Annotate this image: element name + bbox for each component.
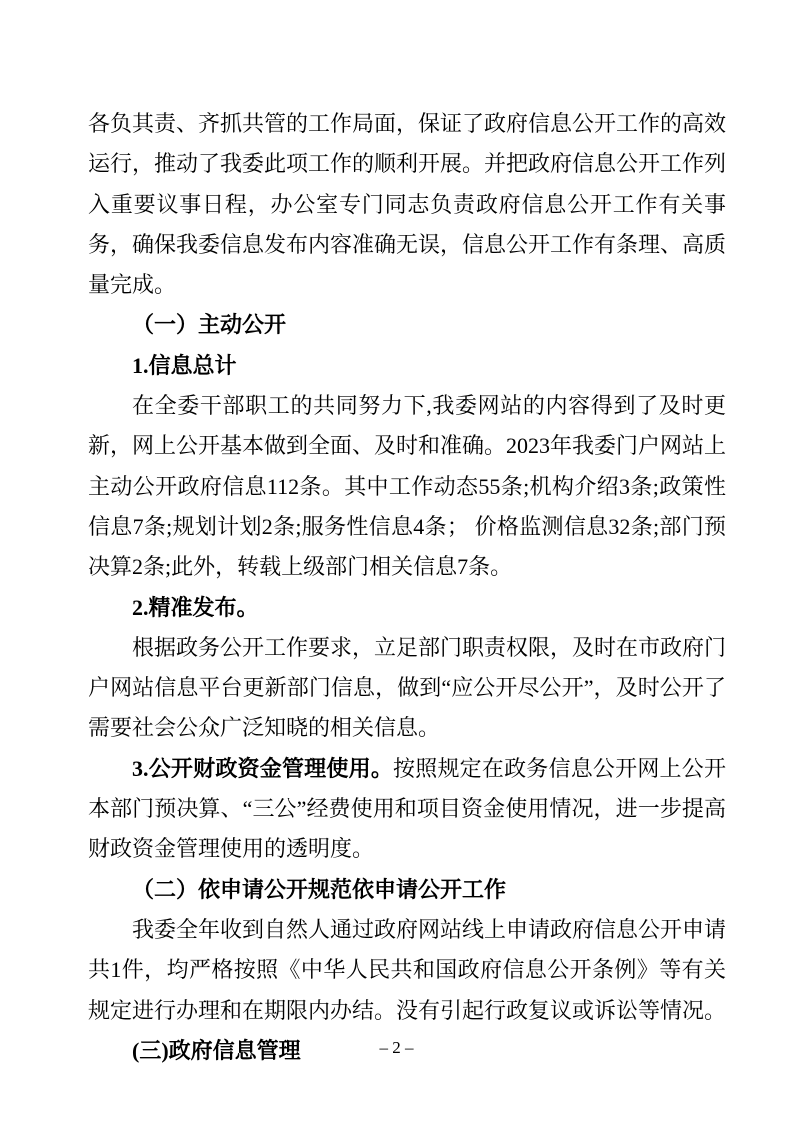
- text-segment: 按照规定在政务信息公开网上公开本部门预决算、“三公”经费使用和项目资金使用情况，进一步提高财政资金管理使用的透明度。: [88, 755, 726, 862]
- heading-block: [88, 305, 726, 345]
- text-segment: 2.精准发布。: [132, 594, 259, 620]
- text-segment: 1.信息总计: [132, 352, 237, 378]
- document-body: [88, 104, 726, 1071]
- paragraph-block: [88, 910, 726, 1031]
- text-segment: （二）依申请公开规范依申请公开工作: [132, 876, 507, 902]
- text-segment: 各负其责、齐抓共管的工作局面，保证了政府信息公开工作的高效运行，推动了我委此项工作的顺利开展。并把政府信息公开工作列入重要议事日程，办公室专门同志负责政府信息公开工作有关事务，确保我委信息发布内容准确无误，信息公开工作有条理、高质量完成。: [88, 111, 727, 298]
- paragraph-block: [88, 104, 726, 305]
- text-segment: （一）主动公开: [132, 312, 287, 338]
- text-segment: (三)政府信息管理: [132, 1037, 301, 1063]
- page-number: – 2 –: [379, 1038, 414, 1057]
- heading-block: [88, 346, 726, 386]
- paragraph-block: [88, 749, 726, 870]
- heading-block: [88, 588, 726, 628]
- paragraph-block: [88, 386, 726, 587]
- text-segment: 根据政务公开工作要求，立足部门职责权限，及时在市政府门户网站信息平台更新部门信息，做到“应公开尽公开”，及时公开了需要社会公众广泛知晓的相关信息。: [88, 634, 727, 741]
- text-segment: 我委全年收到自然人通过政府网站线上申请政府信息公开申请共1件，均严格按照《中华人民共和国政府信息公开条例》等有关规定进行办理和在期限内办结。没有引起行政复议或诉讼等情况。: [88, 916, 727, 1023]
- heading-block: [88, 870, 726, 910]
- paragraph-block: [88, 628, 726, 749]
- text-segment: 3.公开财政资金管理使用。: [132, 755, 394, 781]
- text-segment: 在全委干部职工的共同努力下,我委网站的内容得到了及时更新，网上公开基本做到全面、及时和准确。2023年我委门户网站上主动公开政府信息112条。其中工作动态55条;机构介绍3条;政策性信息7条;规划计划2条;服务性信息4条； 价格监测信息32条;部门预决算2条;此外，转载上级部门相关信息7条。: [88, 393, 727, 580]
